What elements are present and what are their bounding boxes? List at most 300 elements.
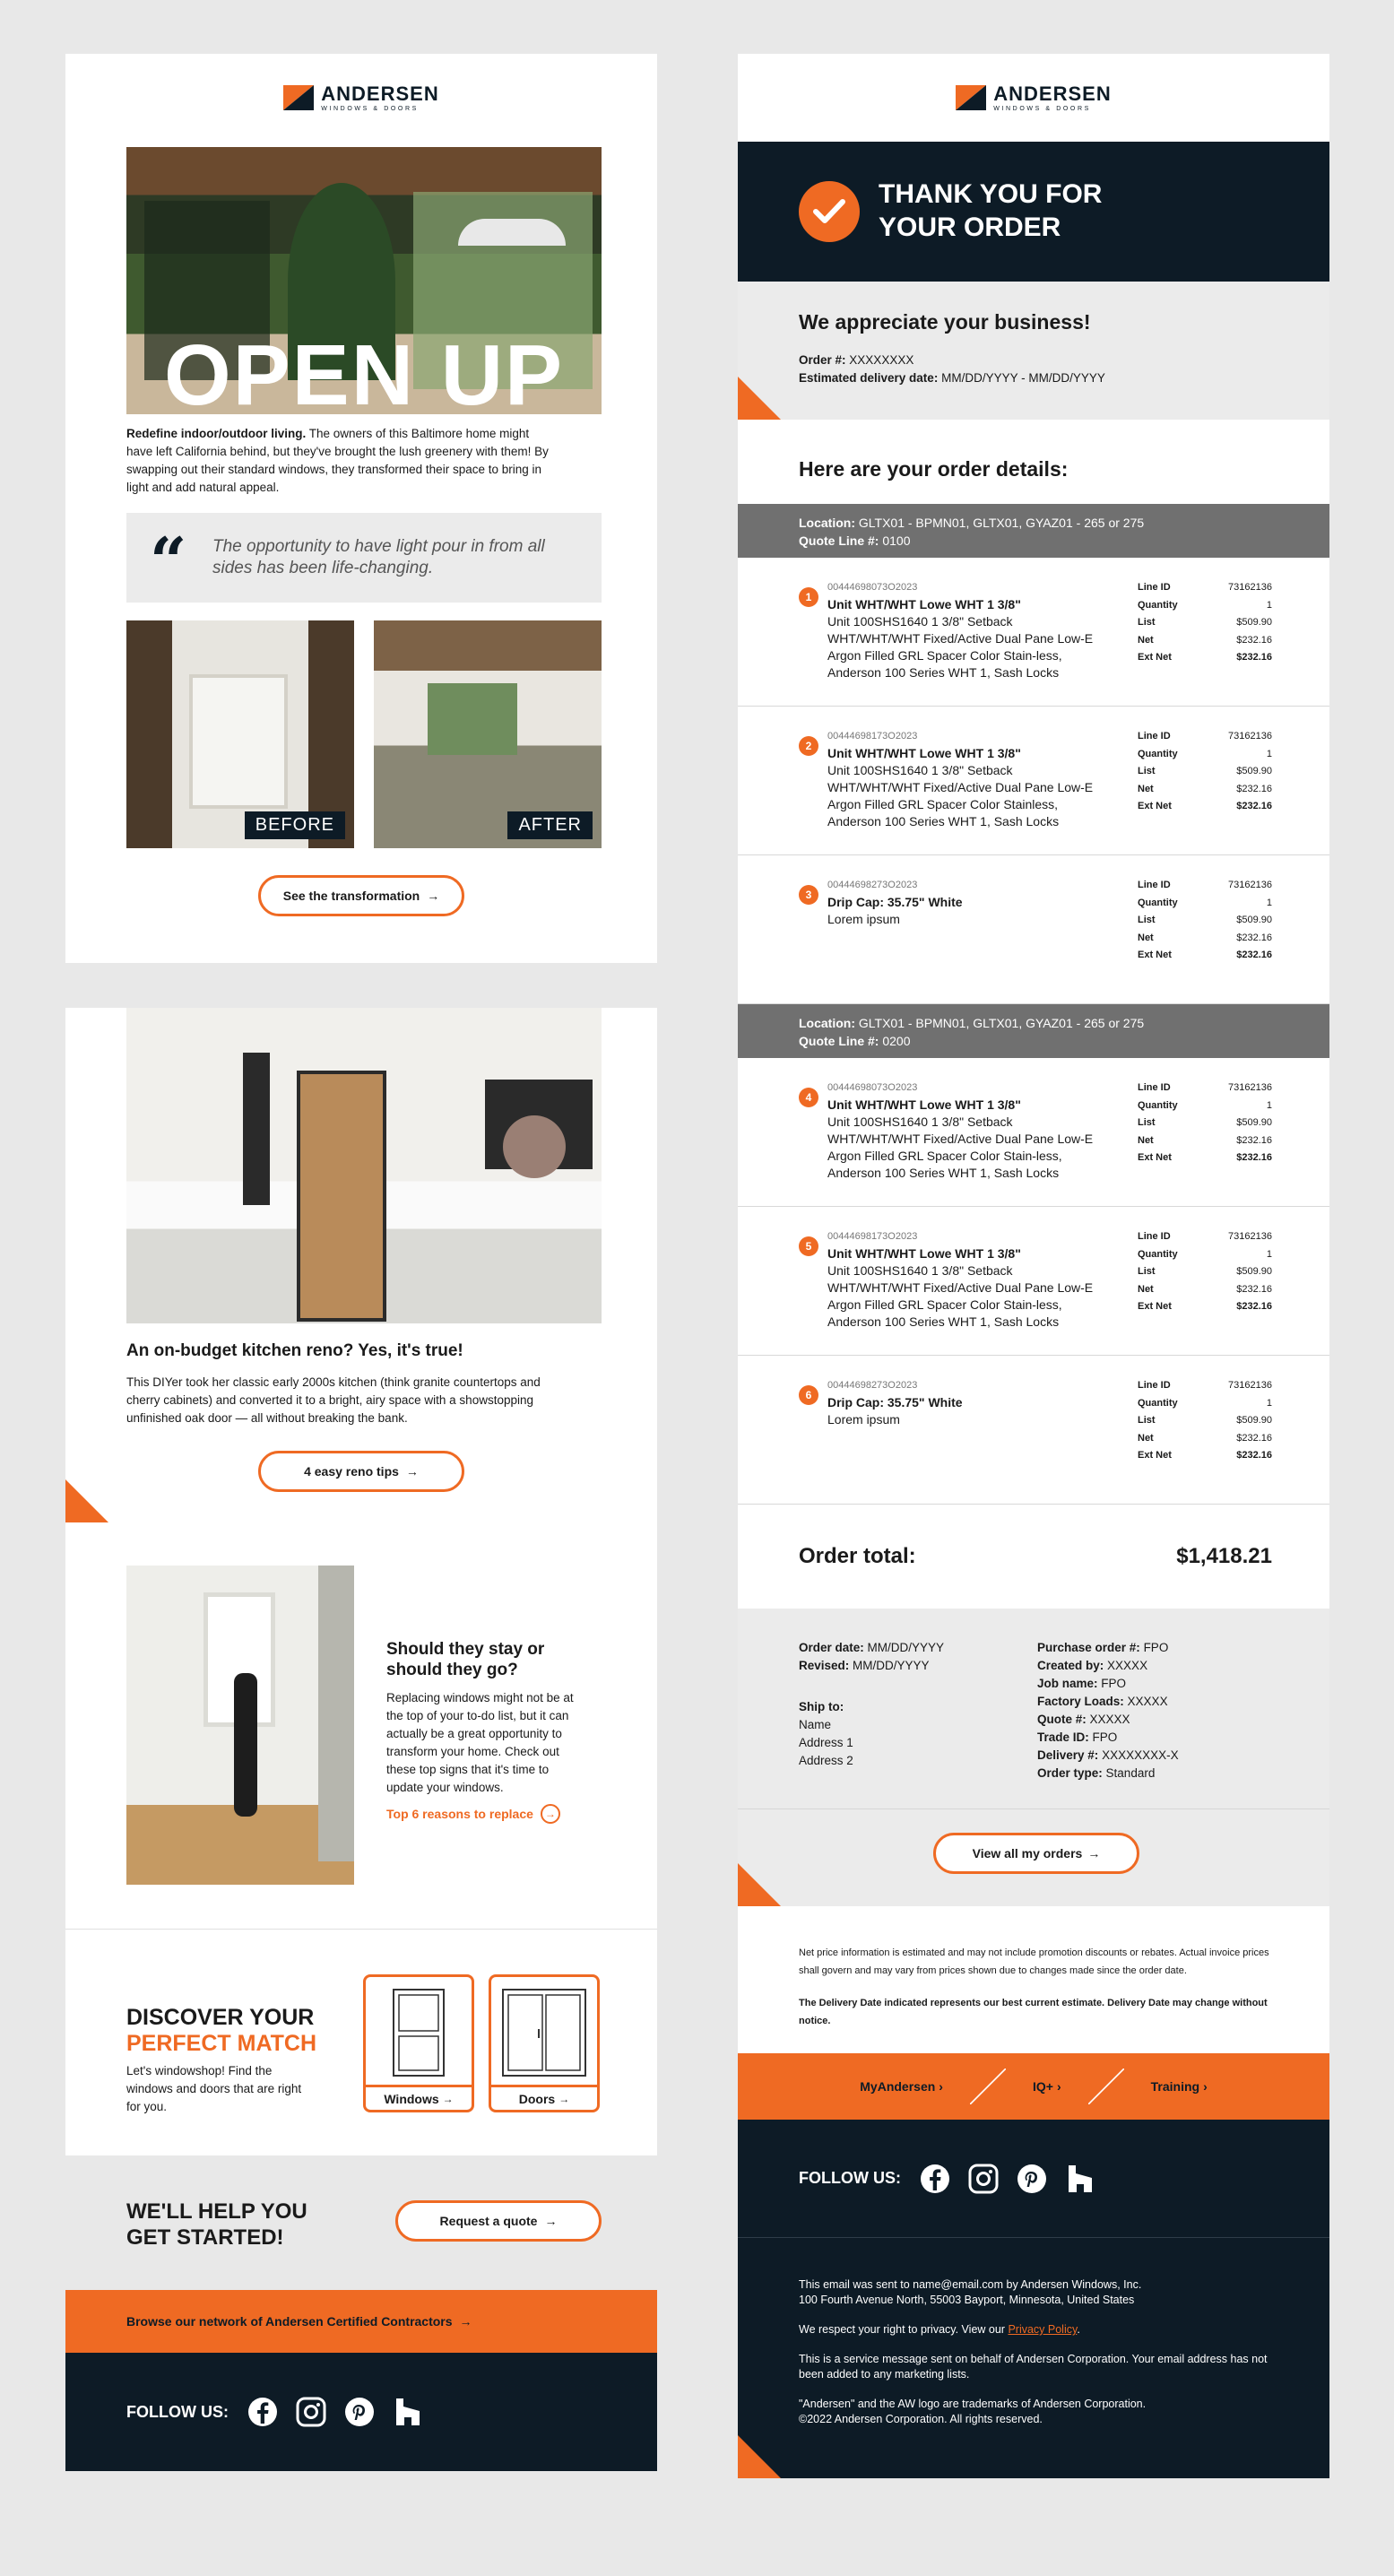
location-header bbox=[738, 1004, 1329, 1058]
arrow-right-icon: → bbox=[442, 2092, 454, 2105]
line-number-badge: 1 bbox=[799, 587, 818, 607]
price-value: $232.16 bbox=[1236, 1301, 1272, 1312]
thank-you-title bbox=[879, 178, 1102, 244]
legal-service: This is a service message sent on behalf of Andersen Corporation. Your email address has not been added to any marketing lists. bbox=[799, 2353, 1268, 2381]
top-reasons-label: Top 6 reasons to replace bbox=[386, 1807, 533, 1821]
line-number-badge: 5 bbox=[799, 1236, 818, 1256]
item-description: Lorem ipsum bbox=[827, 912, 900, 926]
meta-row bbox=[1037, 1693, 1179, 1711]
quote-line bbox=[799, 532, 1268, 550]
woman-window-image[interactable] bbox=[126, 1566, 354, 1885]
circle-arrow-icon: → bbox=[541, 1804, 560, 1824]
price-row bbox=[1138, 1377, 1272, 1395]
doors-label: Doors bbox=[518, 2091, 556, 2106]
order-details bbox=[738, 420, 1329, 1609]
order-logo-bar bbox=[738, 54, 1329, 142]
item-description: Unit 100SHS1640 1 3/8" Setback WHT/WHT/WHT Fixed/Active Dual Pane Low-E Argon Filled GRL Spacer Color Stain-less, Anderson 100 Series WHT 1, Sash Locks bbox=[827, 614, 1094, 680]
price-label: Net bbox=[1138, 1283, 1154, 1295]
kitchen-image[interactable] bbox=[126, 1008, 602, 1323]
location-label: Location: bbox=[799, 516, 855, 530]
delivery-note: The Delivery Date indicated represents our best current estimate. Delivery Date may change without notice. bbox=[799, 1998, 1268, 2026]
quote-line-label: Quote Line #: bbox=[799, 1034, 879, 1048]
price-label: Ext Net bbox=[1138, 1152, 1172, 1163]
legal-sent-to: This email was sent to name@email.com by Andersen Windows, Inc. bbox=[799, 2278, 1142, 2291]
price-row bbox=[1138, 1115, 1272, 1132]
price-value: $232.16 bbox=[1236, 652, 1272, 663]
privacy-policy-link[interactable]: Privacy Policy bbox=[1008, 2323, 1078, 2336]
corner-accent bbox=[738, 2435, 781, 2478]
price-value: 73162136 bbox=[1228, 1380, 1272, 1391]
arrow-right-icon: → bbox=[459, 2314, 472, 2329]
price-value: 1 bbox=[1266, 1248, 1272, 1260]
arrow-right-icon: → bbox=[1087, 1846, 1101, 1860]
contractors-label: Browse our network of Andersen Certified Contractors bbox=[126, 2314, 453, 2329]
privacy-post: . bbox=[1077, 2323, 1080, 2336]
meta-value: FPO bbox=[1092, 1730, 1118, 1744]
price-label: Ext Net bbox=[1138, 1301, 1172, 1312]
meta-label: Quote #: bbox=[1037, 1713, 1087, 1726]
price-label: Quantity bbox=[1138, 599, 1178, 611]
logo-name: ANDERSEN bbox=[321, 82, 439, 105]
price-label: Line ID bbox=[1138, 880, 1171, 890]
quote-line-value: 0100 bbox=[882, 533, 911, 548]
price-row bbox=[1138, 1246, 1272, 1264]
houzz-icon[interactable] bbox=[1064, 2163, 1096, 2195]
order-groups bbox=[738, 504, 1329, 1505]
price-label: Line ID bbox=[1138, 582, 1171, 593]
price-row bbox=[1138, 746, 1272, 764]
price-label: List bbox=[1138, 915, 1156, 925]
price-value: $509.90 bbox=[1236, 915, 1272, 925]
meta-value: FPO bbox=[1143, 1641, 1169, 1654]
arrow-right-icon: → bbox=[427, 889, 440, 903]
price-row bbox=[1138, 763, 1272, 781]
price-label: Line ID bbox=[1138, 731, 1171, 742]
price-row bbox=[1138, 1430, 1272, 1448]
after-image[interactable] bbox=[374, 620, 602, 848]
hero-image[interactable] bbox=[126, 147, 602, 414]
reno-tips-button[interactable] bbox=[258, 1451, 464, 1492]
item-description: Unit 100SHS1640 1 3/8" Setback WHT/WHT/WHT Fixed/Active Dual Pane Low-E Argon Filled GRL Spacer Color Stain-less, Anderson 100 Series WHT 1, Sash Locks bbox=[827, 1115, 1094, 1180]
arrow-right-icon: → bbox=[558, 2092, 570, 2105]
item-price-table bbox=[1138, 1377, 1272, 1465]
legal-copyright: ©2022 Andersen Corporation. All rights reserved. bbox=[799, 2413, 1043, 2425]
line-number-badge: 4 bbox=[799, 1088, 818, 1107]
disclaimer-text: Net price information is estimated and may not include promotion discounts or rebates. Actual invoice prices shall govern and may vary from prices shown due to changes made since the order date. bbox=[799, 1947, 1269, 1976]
legal-trademark: "Andersen" and the AW logo are trademarks of Andersen Corporation. bbox=[799, 2398, 1147, 2410]
thanks-line2: YOUR ORDER bbox=[879, 212, 1061, 242]
meta-value: FPO bbox=[1101, 1677, 1127, 1690]
pinterest-icon[interactable] bbox=[343, 2396, 376, 2428]
arrow-right-icon: → bbox=[544, 2214, 558, 2228]
hero-lead-bold: Redefine indoor/outdoor living. bbox=[126, 427, 307, 440]
item-price-table bbox=[1138, 728, 1272, 816]
price-row bbox=[1138, 1149, 1272, 1167]
price-label: Ext Net bbox=[1138, 652, 1172, 663]
before-label: BEFORE bbox=[245, 811, 345, 839]
discover-body: Let's windowshop! Find the windows and doors that are right for you. bbox=[126, 2064, 302, 2113]
privacy-pre: We respect your right to privacy. View our bbox=[799, 2323, 1009, 2336]
item-name: Drip Cap: 35.75" White bbox=[827, 1395, 963, 1409]
price-value: $509.90 bbox=[1236, 1117, 1272, 1128]
item-name: Unit WHT/WHT Lowe WHT 1 3/8" bbox=[827, 1097, 1021, 1112]
price-value: $509.90 bbox=[1236, 1266, 1272, 1277]
windows-card[interactable] bbox=[363, 1974, 474, 2112]
quote-line-label: Quote Line #: bbox=[799, 533, 879, 548]
view-orders-section bbox=[738, 1809, 1329, 1906]
price-row bbox=[1138, 649, 1272, 667]
order-number: XXXXXXXX bbox=[849, 353, 914, 367]
order-total: $1,418.21 bbox=[1176, 1544, 1272, 1568]
price-label: Quantity bbox=[1138, 897, 1178, 908]
order-meta bbox=[738, 1609, 1329, 1809]
price-row bbox=[1138, 1228, 1272, 1246]
delivery-date: MM/DD/YYYY - MM/DD/YYYY bbox=[941, 371, 1105, 385]
meta-label: Job name: bbox=[1037, 1677, 1098, 1690]
price-label: Quantity bbox=[1138, 748, 1178, 759]
order-line-item bbox=[738, 707, 1329, 855]
footer-nav-label: IQ+ bbox=[1032, 2079, 1053, 2094]
quote-mark-icon: “ bbox=[150, 523, 187, 599]
price-value: $232.16 bbox=[1236, 932, 1272, 943]
price-row bbox=[1138, 781, 1272, 799]
promo-email bbox=[65, 54, 657, 2471]
legal-footer bbox=[738, 2238, 1329, 2478]
location-line bbox=[799, 514, 1268, 532]
price-row bbox=[1138, 632, 1272, 650]
meta-value: XXXXXXXX-X bbox=[1102, 1748, 1179, 1762]
andersen-logo[interactable] bbox=[738, 54, 1329, 142]
meta-label: Order date: bbox=[799, 1641, 864, 1654]
order-line-item bbox=[738, 558, 1329, 707]
meta-label: Delivery #: bbox=[1037, 1748, 1099, 1762]
chevron-right-icon: › bbox=[939, 2079, 943, 2094]
help-title bbox=[126, 2199, 307, 2251]
help-line1: WE'LL HELP YOU bbox=[126, 2199, 307, 2224]
nav-divider bbox=[970, 2069, 1006, 2104]
item-name: Drip Cap: 35.75" White bbox=[827, 895, 963, 909]
discover-line2: PERFECT MATCH bbox=[126, 2031, 317, 2056]
price-value: $232.16 bbox=[1236, 1432, 1272, 1444]
meta-right bbox=[1037, 1639, 1179, 1782]
price-value: $509.90 bbox=[1236, 766, 1272, 776]
stay-or-go-section bbox=[65, 1522, 657, 1930]
meta-label: Purchase order #: bbox=[1037, 1641, 1140, 1654]
window-icon bbox=[392, 1988, 446, 2077]
before-image[interactable] bbox=[126, 620, 354, 848]
item-price-table bbox=[1138, 1080, 1272, 1167]
price-row bbox=[1138, 597, 1272, 615]
houzz-icon[interactable] bbox=[392, 2396, 424, 2428]
discover-title bbox=[126, 2005, 316, 2057]
price-row bbox=[1138, 798, 1272, 816]
hero-headline: OPEN UP bbox=[163, 327, 565, 414]
price-label: List bbox=[1138, 1266, 1156, 1277]
item-price-table bbox=[1138, 579, 1272, 667]
footer-nav-label: MyAndersen bbox=[860, 2079, 936, 2094]
item-description: Unit 100SHS1640 1 3/8" Setback WHT/WHT/WHT Fixed/Active Dual Pane Low-E Argon Filled GRL Spacer Color Stain-less, Anderson 100 Series WHT 1, Sash Locks bbox=[827, 1263, 1094, 1329]
order-total-label: Order total: bbox=[799, 1544, 916, 1568]
price-value: 1 bbox=[1266, 897, 1272, 908]
disclaimer-section bbox=[738, 1906, 1329, 2053]
price-label: List bbox=[1138, 1117, 1156, 1128]
meta-row bbox=[1037, 1747, 1179, 1765]
appreciate-section bbox=[738, 282, 1329, 420]
price-value: $232.16 bbox=[1236, 1152, 1272, 1163]
line-number-badge: 6 bbox=[799, 1385, 818, 1405]
price-label: Quantity bbox=[1138, 1248, 1178, 1260]
price-label: Line ID bbox=[1138, 1082, 1171, 1093]
item-name: Unit WHT/WHT Lowe WHT 1 3/8" bbox=[827, 746, 1021, 760]
price-row bbox=[1138, 1132, 1272, 1150]
price-label: List bbox=[1138, 1415, 1156, 1426]
location-value: GLTX01 - BPMN01, GLTX01, GYAZ01 - 265 or 275 bbox=[858, 1016, 1145, 1030]
price-row bbox=[1138, 1080, 1272, 1097]
price-value: $232.16 bbox=[1236, 1134, 1272, 1146]
discover-line1: DISCOVER YOUR bbox=[126, 2005, 315, 2030]
legal-address: 100 Fourth Avenue North, 55003 Bayport, Minnesota, United States bbox=[799, 2294, 1135, 2306]
discover-section bbox=[65, 1930, 657, 2155]
request-quote-label: Request a quote bbox=[439, 2214, 538, 2228]
pinterest-icon[interactable] bbox=[1016, 2163, 1048, 2195]
windows-label: Windows bbox=[384, 2091, 439, 2106]
appreciate-title: We appreciate your business! bbox=[799, 310, 1091, 334]
stay-body: Replacing windows might not be at the top of your to-do list, but it can actually be a great opportunity to transform your home. Check out these top signs that it's time to update your windows. bbox=[386, 1691, 574, 1794]
see-transformation-label: See the transformation bbox=[282, 889, 420, 903]
footer-nav-link[interactable] bbox=[860, 2079, 943, 2094]
price-value: $509.90 bbox=[1236, 617, 1272, 628]
checkmark-icon bbox=[799, 181, 860, 242]
footer-nav bbox=[738, 2053, 1329, 2120]
meta-label: Created by: bbox=[1037, 1659, 1104, 1672]
kitchen-title: An on-budget kitchen reno? Yes, it's true! bbox=[126, 1341, 463, 1360]
instagram-icon[interactable] bbox=[967, 2163, 1000, 2195]
request-quote-button[interactable] bbox=[395, 2200, 602, 2242]
order-line-item bbox=[738, 1356, 1329, 1505]
nav-divider bbox=[1088, 2069, 1124, 2104]
contractors-banner[interactable] bbox=[65, 2290, 657, 2353]
top-reasons-link[interactable] bbox=[386, 1804, 560, 1824]
location-line bbox=[799, 1014, 1268, 1032]
corner-accent bbox=[738, 377, 781, 420]
left-follow-footer bbox=[65, 2353, 657, 2471]
logo-sub: WINDOWS & DOORS bbox=[993, 105, 1091, 112]
price-label: Net bbox=[1138, 1134, 1154, 1146]
follow-label: FOLLOW US: bbox=[799, 2169, 901, 2187]
price-value: 73162136 bbox=[1228, 1231, 1272, 1242]
corner-accent bbox=[738, 1863, 781, 1906]
hero-lead bbox=[126, 425, 557, 497]
footer-nav-label: Training bbox=[1150, 2079, 1200, 2094]
item-price-table bbox=[1138, 1228, 1272, 1316]
ship-to-line: Name bbox=[799, 1718, 832, 1731]
item-price-table bbox=[1138, 877, 1272, 965]
meta-label: Trade ID: bbox=[1037, 1730, 1089, 1744]
price-row bbox=[1138, 1263, 1272, 1281]
meta-value: XXXXX bbox=[1107, 1659, 1148, 1672]
hero-lead-text: The owners of this Baltimore home might have left California behind, but they've brought the lush greenery with them! By swapping out their standard windows, they transformed their space to bring in light and add natural appeal. bbox=[126, 427, 549, 494]
price-value: 73162136 bbox=[1228, 880, 1272, 890]
quote-box bbox=[126, 513, 602, 603]
details-title: Here are your order details: bbox=[799, 457, 1069, 481]
meta-row bbox=[1037, 1675, 1179, 1693]
meta-label: Revised: bbox=[799, 1659, 850, 1672]
quote-text: The opportunity to have light pour in from all sides has been life-changing. bbox=[212, 537, 545, 577]
meta-row bbox=[1037, 1657, 1179, 1675]
kitchen-body: This DIYer took her classic early 2000s kitchen (think granite countertops and cherry cabinets) and converted it to a bright, airy space with a showstopping unfinished oak door — all without breaking the bank. bbox=[126, 1375, 541, 1425]
help-section bbox=[65, 2155, 657, 2290]
meta-row bbox=[1037, 1639, 1179, 1657]
andersen-mark-icon bbox=[956, 85, 986, 110]
kitchen-section bbox=[65, 1008, 657, 1522]
view-orders-button[interactable] bbox=[933, 1833, 1139, 1874]
price-value: $232.16 bbox=[1236, 783, 1272, 794]
order-number-line bbox=[799, 351, 913, 369]
price-row bbox=[1138, 728, 1272, 746]
help-line2: GET STARTED! bbox=[126, 2225, 284, 2250]
price-row bbox=[1138, 579, 1272, 597]
ship-to bbox=[799, 1698, 853, 1770]
item-sku: 00444698173O2023 bbox=[827, 1231, 918, 1242]
price-row bbox=[1138, 1412, 1272, 1430]
instagram-icon[interactable] bbox=[295, 2396, 327, 2428]
logo-name: ANDERSEN bbox=[993, 82, 1112, 105]
price-row bbox=[1138, 1281, 1272, 1299]
price-row bbox=[1138, 1298, 1272, 1316]
order-line-item bbox=[738, 1058, 1329, 1207]
price-value: 1 bbox=[1266, 748, 1272, 759]
meta-value: MM/DD/YYYY bbox=[867, 1641, 945, 1654]
price-row bbox=[1138, 1447, 1272, 1465]
price-label: Quantity bbox=[1138, 1397, 1178, 1409]
thank-you-banner bbox=[738, 142, 1329, 282]
ship-to-line: Address 2 bbox=[799, 1754, 853, 1767]
price-row bbox=[1138, 1395, 1272, 1413]
line-number-badge: 2 bbox=[799, 736, 818, 756]
price-value: $232.16 bbox=[1236, 801, 1272, 811]
price-value: $232.16 bbox=[1236, 950, 1272, 960]
price-value: $232.16 bbox=[1236, 634, 1272, 646]
andersen-mark-icon bbox=[283, 85, 314, 110]
price-value: 1 bbox=[1266, 1099, 1272, 1111]
meta-left bbox=[799, 1639, 944, 1675]
item-name: Unit WHT/WHT Lowe WHT 1 3/8" bbox=[827, 1246, 1021, 1261]
price-row bbox=[1138, 1097, 1272, 1115]
meta-row bbox=[799, 1639, 944, 1657]
item-description: Lorem ipsum bbox=[827, 1412, 900, 1427]
quote-line bbox=[799, 1032, 1268, 1050]
order-number-label: Order #: bbox=[799, 353, 846, 367]
privacy-line bbox=[799, 2322, 1283, 2337]
order-email bbox=[738, 54, 1329, 2478]
item-sku: 00444698073O2023 bbox=[827, 1082, 918, 1093]
facebook-icon[interactable] bbox=[247, 2396, 279, 2428]
price-row bbox=[1138, 930, 1272, 948]
open-up-section bbox=[65, 54, 657, 963]
price-label: Net bbox=[1138, 932, 1154, 943]
price-label: List bbox=[1138, 617, 1156, 628]
view-orders-label: View all my orders bbox=[972, 1846, 1083, 1860]
delivery-label: Estimated delivery date: bbox=[799, 371, 939, 385]
reno-tips-label: 4 easy reno tips bbox=[304, 1464, 399, 1479]
line-number-badge: 3 bbox=[799, 885, 818, 905]
price-row bbox=[1138, 877, 1272, 895]
thanks-line1: THANK YOU FOR bbox=[879, 179, 1103, 209]
footer-nav-link[interactable] bbox=[1151, 2079, 1208, 2094]
price-row bbox=[1138, 947, 1272, 965]
facebook-icon[interactable] bbox=[919, 2163, 951, 2195]
price-label: Line ID bbox=[1138, 1231, 1171, 1242]
ship-to-line: Address 1 bbox=[799, 1736, 853, 1749]
item-sku: 00444698173O2023 bbox=[827, 731, 918, 742]
meta-value: Standard bbox=[1105, 1766, 1156, 1780]
price-value: $232.16 bbox=[1236, 1283, 1272, 1295]
stay-title: Should they stay or should they go? bbox=[386, 1640, 545, 1679]
item-sku: 00444698273O2023 bbox=[827, 1380, 918, 1391]
meta-value: MM/DD/YYYY bbox=[853, 1659, 930, 1672]
see-transformation-button[interactable] bbox=[258, 875, 464, 916]
price-label: Net bbox=[1138, 783, 1154, 794]
meta-value: XXXXX bbox=[1089, 1713, 1130, 1726]
price-row bbox=[1138, 912, 1272, 930]
price-label: Net bbox=[1138, 1432, 1154, 1444]
right-follow-footer bbox=[738, 2120, 1329, 2238]
price-label: Line ID bbox=[1138, 1380, 1171, 1391]
delivery-line bbox=[799, 369, 1105, 387]
order-total-row bbox=[738, 1505, 1329, 1609]
item-name: Unit WHT/WHT Lowe WHT 1 3/8" bbox=[827, 597, 1021, 611]
price-label: Ext Net bbox=[1138, 1450, 1172, 1461]
meta-row bbox=[1037, 1765, 1179, 1782]
location-header bbox=[738, 504, 1329, 558]
price-value: 73162136 bbox=[1228, 731, 1272, 742]
andersen-logo[interactable] bbox=[65, 54, 657, 142]
logo-sub: WINDOWS & DOORS bbox=[321, 105, 419, 112]
price-label: List bbox=[1138, 766, 1156, 776]
order-line-item bbox=[738, 855, 1329, 1004]
price-row bbox=[1138, 895, 1272, 913]
ship-to-label: Ship to: bbox=[799, 1700, 844, 1713]
follow-label: FOLLOW US: bbox=[126, 2402, 229, 2421]
quote-line-value: 0200 bbox=[882, 1034, 911, 1048]
order-line-item bbox=[738, 1207, 1329, 1356]
price-value: 73162136 bbox=[1228, 1082, 1272, 1093]
meta-label: Factory Loads: bbox=[1037, 1695, 1124, 1708]
price-label: Ext Net bbox=[1138, 801, 1172, 811]
item-description: Unit 100SHS1640 1 3/8" Setback WHT/WHT/WHT Fixed/Active Dual Pane Low-E Argon Filled GRL Spacer Color Stainless, Anderson 100 Series WHT 1, Sash Locks bbox=[827, 763, 1094, 828]
doors-card[interactable] bbox=[489, 1974, 600, 2112]
location-value: GLTX01 - BPMN01, GLTX01, GYAZ01 - 265 or 275 bbox=[858, 516, 1145, 530]
price-label: Net bbox=[1138, 634, 1154, 646]
meta-row bbox=[1037, 1711, 1179, 1729]
chevron-right-icon: › bbox=[1056, 2079, 1061, 2094]
arrow-right-icon: → bbox=[405, 1464, 419, 1479]
location-label: Location: bbox=[799, 1016, 855, 1030]
price-value: $509.90 bbox=[1236, 1415, 1272, 1426]
after-label: AFTER bbox=[507, 811, 593, 839]
footer-nav-link[interactable] bbox=[1033, 2079, 1061, 2094]
price-value: 1 bbox=[1266, 1397, 1272, 1409]
meta-row bbox=[1037, 1729, 1179, 1747]
price-value: $232.16 bbox=[1236, 1450, 1272, 1461]
corner-accent bbox=[65, 1479, 108, 1522]
meta-value: XXXXX bbox=[1127, 1695, 1168, 1708]
chevron-right-icon: › bbox=[1203, 2079, 1208, 2094]
item-sku: 00444698073O2023 bbox=[827, 582, 918, 593]
price-label: Ext Net bbox=[1138, 950, 1172, 960]
price-value: 1 bbox=[1266, 599, 1272, 611]
price-row bbox=[1138, 614, 1272, 632]
